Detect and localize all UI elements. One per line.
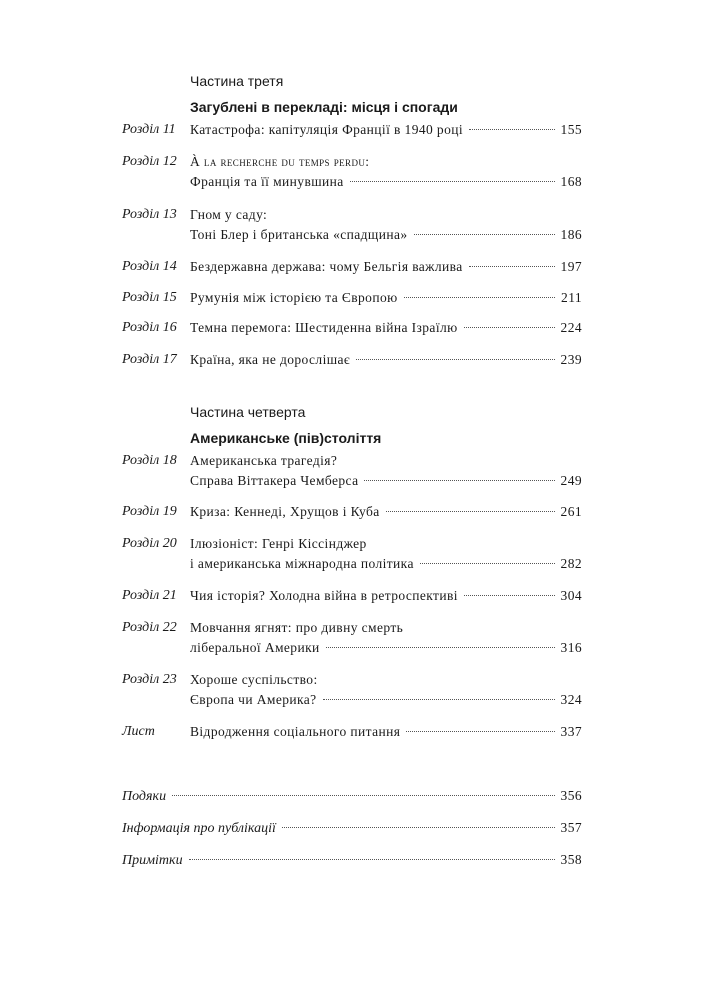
toc-line xyxy=(190,555,582,573)
page-number: 316 xyxy=(560,640,582,655)
chapter-label: Розділ 11 xyxy=(122,122,176,137)
chapter-title: Відродження соціального питання xyxy=(190,724,401,739)
back-matter-title: Подяки xyxy=(122,789,167,804)
toc-line xyxy=(122,787,582,805)
toc-line xyxy=(190,691,582,709)
chapter-label: Розділ 23 xyxy=(122,672,177,687)
page-number: 211 xyxy=(561,290,582,305)
chapter-title-cont: ліберальної Америки xyxy=(190,640,320,655)
toc-line xyxy=(190,121,582,139)
part-label: Частина третя xyxy=(190,73,284,89)
page-number: 358 xyxy=(560,852,582,867)
chapter-title-cont: Тоні Блер і британська «спадщина» xyxy=(190,227,408,242)
page-number: 356 xyxy=(560,788,582,803)
toc-line xyxy=(190,535,582,553)
chapter-title: Криза: Кеннеді, Хрущов і Куба xyxy=(190,504,380,519)
chapter-label: Розділ 13 xyxy=(122,207,177,222)
dot-leader xyxy=(414,234,555,235)
part-title: Загублені в перекладі: місця і спогади xyxy=(190,99,458,115)
toc-line xyxy=(190,289,582,307)
chapter-title: Гном у саду: xyxy=(190,207,268,222)
chapter-label: Розділ 12 xyxy=(122,154,177,169)
chapter-label: Розділ 21 xyxy=(122,588,177,603)
toc-line xyxy=(190,452,582,470)
chapter-label: Розділ 22 xyxy=(122,620,177,635)
chapter-title: Чия історія? Холодна війна в ретроспективі xyxy=(190,588,458,603)
dot-leader xyxy=(172,795,554,796)
chapter-title: Темна перемога: Шестиденна війна Ізраїлю xyxy=(190,320,458,335)
chapter-label: Розділ 20 xyxy=(122,536,177,551)
toc-line xyxy=(190,472,582,490)
page-number: 304 xyxy=(560,588,582,603)
part-label: Частина четверта xyxy=(190,404,306,420)
toc-line xyxy=(190,671,582,689)
page-number: 239 xyxy=(560,352,582,367)
toc-line xyxy=(190,639,582,657)
back-matter-title: Інформація про публікації xyxy=(122,821,276,836)
page-number: 357 xyxy=(560,820,582,835)
toc-line xyxy=(190,226,582,244)
toc-line xyxy=(122,819,582,837)
part-header xyxy=(190,72,590,116)
page-number: 186 xyxy=(560,227,582,242)
chapter-title: Катастрофа: капітуляція Франції в 1940 році xyxy=(190,122,464,137)
part-title: Американське (пів)століття xyxy=(190,430,382,446)
dot-leader xyxy=(323,699,555,700)
dot-leader xyxy=(282,827,555,828)
chapter-label: Розділ 18 xyxy=(122,453,177,468)
dot-leader xyxy=(386,511,555,512)
page-number: 155 xyxy=(560,122,582,137)
chapter-label: Розділ 16 xyxy=(122,320,177,335)
toc-line xyxy=(190,319,582,337)
dot-leader xyxy=(326,647,555,648)
dot-leader xyxy=(356,359,554,360)
chapter-title: À la recherche du temps perdu: xyxy=(190,154,370,169)
chapter-title: Румунія між історією та Європою xyxy=(190,290,398,305)
chapter-title: Хороше суспільство: xyxy=(190,672,318,687)
dot-leader xyxy=(404,297,555,298)
chapter-label: Розділ 15 xyxy=(122,290,177,305)
page-number: 282 xyxy=(560,556,582,571)
chapter-title-cont: Справа Віттакера Чемберса xyxy=(190,473,359,488)
page-number: 197 xyxy=(560,259,582,274)
chapter-title: Американська трагедія? xyxy=(190,453,338,468)
page-number: 249 xyxy=(560,473,582,488)
chapter-label: Лист xyxy=(122,724,155,739)
chapter-label: Розділ 17 xyxy=(122,352,177,367)
chapter-title-cont: Франція та її минувшина xyxy=(190,174,344,189)
chapter-label: Розділ 14 xyxy=(122,259,177,274)
toc-line xyxy=(190,153,582,171)
dot-leader xyxy=(420,563,555,564)
toc-line xyxy=(190,258,582,276)
toc-line xyxy=(190,619,582,637)
toc-line xyxy=(190,173,582,191)
page-number: 261 xyxy=(560,504,582,519)
dot-leader xyxy=(464,327,555,328)
page-number: 224 xyxy=(560,320,582,335)
chapter-title-cont: і американська міжнародна політика xyxy=(190,556,414,571)
page-number: 337 xyxy=(560,724,582,739)
chapter-title: Ілюзіоніст: Генрі Кіссінджер xyxy=(190,536,367,551)
dot-leader xyxy=(406,731,554,732)
dot-leader xyxy=(469,129,555,130)
chapter-title: Країна, яка не дорослішає xyxy=(190,352,351,367)
toc-line xyxy=(190,723,582,741)
dot-leader xyxy=(350,181,555,182)
page-number: 168 xyxy=(560,174,582,189)
dot-leader xyxy=(464,595,555,596)
chapter-label: Розділ 19 xyxy=(122,504,177,519)
toc-line xyxy=(190,503,582,521)
toc-line xyxy=(190,351,582,369)
toc-line xyxy=(190,587,582,605)
chapter-title: Бездержавна держава: чому Бельгія важлива xyxy=(190,259,463,274)
chapter-title: Мовчання ягнят: про дивну смерть xyxy=(190,620,404,635)
toc-line xyxy=(190,206,582,224)
toc-line xyxy=(122,851,582,869)
dot-leader xyxy=(364,480,554,481)
part-header xyxy=(190,403,590,447)
chapter-title-cont: Європа чи Америка? xyxy=(190,692,317,707)
dot-leader xyxy=(189,859,555,860)
back-matter-title: Примітки xyxy=(122,853,183,868)
dot-leader xyxy=(469,266,555,267)
page-number: 324 xyxy=(560,692,582,707)
